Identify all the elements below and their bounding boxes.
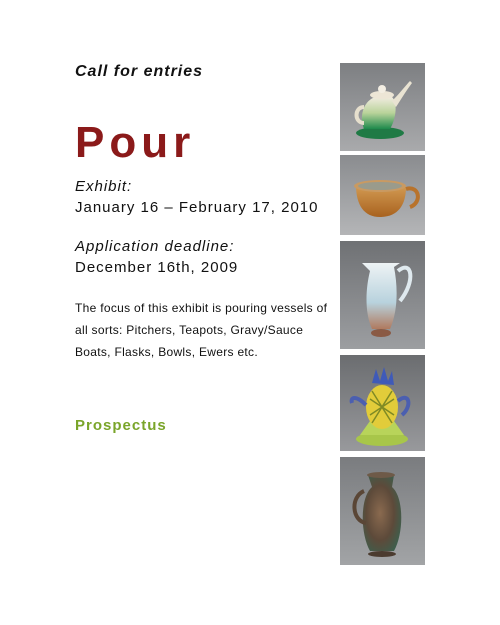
photo-gravy-boat [340, 155, 425, 235]
exhibit-description: The focus of this exhibit is pouring vessels of all sorts: Pitchers, Teapots, Gravy/Sauce Boats, Flasks, Bowls, Ewers etc. [75, 301, 328, 359]
photo-pitcher [340, 241, 425, 349]
exhibit-dates: January 16 – February 17, 2010 [75, 199, 319, 216]
deadline-label: Application deadline: [75, 238, 235, 255]
prospectus-link[interactable]: Prospectus [75, 417, 167, 434]
photo-pineapple-teapot [340, 355, 425, 451]
photo-ewer [340, 457, 425, 565]
call-for-entries-heading: Call for entries [75, 63, 204, 80]
gravy-boat-image [340, 155, 425, 235]
photo-green-teapot [340, 63, 425, 151]
teapot-image [340, 63, 425, 151]
exhibit-label: Exhibit: [75, 178, 133, 195]
exhibit-title: Pour [75, 118, 196, 167]
pineapple-teapot-image [340, 355, 425, 451]
pitcher-image [340, 241, 425, 349]
deadline-date: December 16th, 2009 [75, 259, 239, 276]
ewer-image [340, 457, 425, 565]
